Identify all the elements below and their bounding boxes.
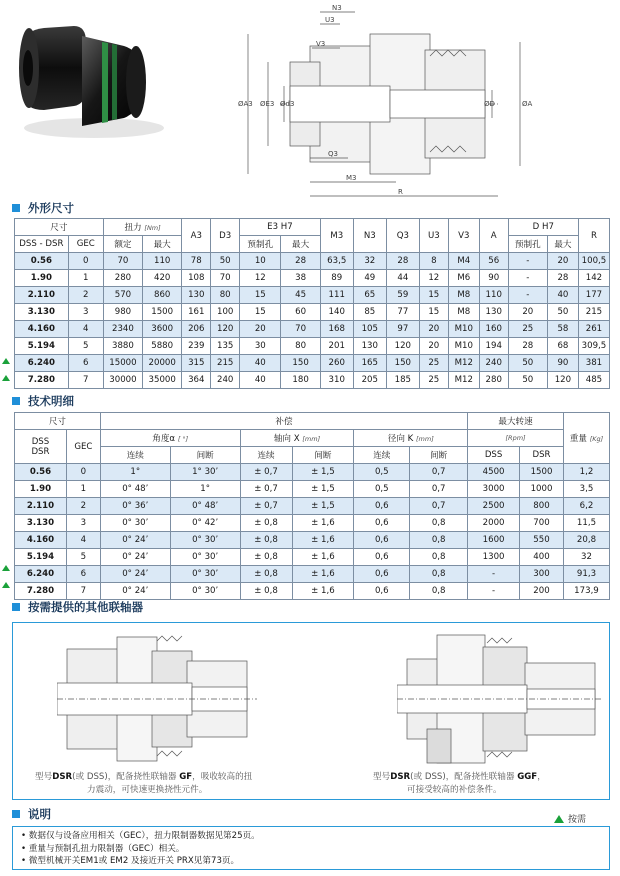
table-cell: 8 [419, 253, 448, 270]
label-u3: U3 [325, 16, 335, 24]
table-row [15, 270, 610, 287]
table-cell: 50 [547, 304, 578, 321]
table-cell: 3880 [103, 338, 142, 355]
table-cell: 142 [578, 270, 609, 287]
table-row [15, 532, 610, 549]
table-cell: 65 [353, 287, 386, 304]
table-cell: 5880 [143, 338, 182, 355]
table-cell: 0 [68, 253, 103, 270]
table-cell: 980 [103, 304, 142, 321]
table-cell: 1500 [520, 464, 564, 481]
table-cell: 860 [143, 287, 182, 304]
section-technical-title: 技术明细 [12, 393, 74, 409]
table-cell: M10 [448, 321, 479, 338]
model-cell: 3.130 [15, 304, 69, 321]
table-cell: 78 [182, 253, 211, 270]
table-cell: 58 [547, 321, 578, 338]
table-cell: ± 0,7 [240, 481, 292, 498]
table-cell: 240 [211, 372, 240, 389]
table-cell: 0° 30’ [170, 583, 240, 600]
label-e3: ØE3 [260, 100, 275, 108]
dimensions-body [15, 253, 610, 389]
table-cell: 185 [386, 372, 419, 389]
table-cell: 90 [547, 355, 578, 372]
table-cell: 120 [211, 321, 240, 338]
table-cell: 28 [547, 270, 578, 287]
model-cell: 7.280 [15, 583, 67, 600]
table-cell: 0,7 [410, 498, 468, 515]
table-cell: 20000 [143, 355, 182, 372]
table-row [15, 566, 610, 583]
table-row [15, 515, 610, 532]
ggf-caption: 型号DSR(或 DSS)，配备挠性联轴器 GGF， 可接受较高的补偿条件。 [373, 772, 546, 795]
table-cell: 0,8 [410, 515, 468, 532]
table-cell: 1° [170, 481, 240, 498]
table-cell: 1600 [468, 532, 520, 549]
table-cell: 105 [353, 321, 386, 338]
table-cell: 215 [578, 304, 609, 321]
table-cell: 3000 [468, 481, 520, 498]
table-cell: 280 [479, 372, 508, 389]
table-cell: 0,6 [354, 566, 410, 583]
table-cell: 1300 [468, 549, 520, 566]
table-cell: 420 [143, 270, 182, 287]
note-item: • 重量与预制孔扭力限制器（GEC）相关。 [21, 843, 185, 854]
table-cell: 30 [240, 338, 281, 355]
table-cell: 49 [353, 270, 386, 287]
table-cell: 180 [281, 372, 320, 389]
table-cell: 3,5 [563, 481, 609, 498]
table-row [15, 287, 610, 304]
table-cell: 215 [211, 355, 240, 372]
table-cell: 0,8 [410, 583, 468, 600]
on-demand-marker-icon [2, 375, 10, 381]
table-cell: 1 [68, 270, 103, 287]
table-cell: 800 [520, 498, 564, 515]
technical-body [15, 464, 610, 600]
section-dimensions-title: 外形尺寸 [12, 200, 74, 216]
table-cell: 20 [419, 338, 448, 355]
technical-header-row-1: 尺寸 补偿 最大转速 重量 [Kg] [15, 413, 610, 430]
table-cell: 32 [353, 253, 386, 270]
table-cell: 2500 [468, 498, 520, 515]
table-row [15, 583, 610, 600]
table-cell: ± 1,6 [292, 515, 354, 532]
table-cell: 3 [68, 304, 103, 321]
table-cell: 194 [479, 338, 508, 355]
table-cell: 130 [353, 338, 386, 355]
table-cell: 59 [386, 287, 419, 304]
table-cell: ± 0,8 [240, 583, 292, 600]
label-r: R [398, 188, 403, 196]
table-cell: 90 [479, 270, 508, 287]
table-cell: 1500 [143, 304, 182, 321]
table-cell: 700 [520, 515, 564, 532]
table-cell: 150 [386, 355, 419, 372]
table-cell: 0° 30’ [100, 515, 170, 532]
table-cell: 150 [281, 355, 320, 372]
table-cell: 240 [479, 355, 508, 372]
table-cell: 485 [578, 372, 609, 389]
table-cell: 0,6 [354, 583, 410, 600]
table-cell: 15000 [103, 355, 142, 372]
table-cell: 309,5 [578, 338, 609, 355]
section-marker-icon [12, 603, 20, 611]
section-marker-icon [12, 810, 20, 818]
table-cell: 0,6 [354, 498, 410, 515]
table-cell: 12 [240, 270, 281, 287]
table-cell: - [468, 566, 520, 583]
table-cell: 35000 [143, 372, 182, 389]
other-couplings-box [12, 622, 610, 800]
table-cell: 70 [211, 270, 240, 287]
table-cell: 4500 [468, 464, 520, 481]
model-cell: 6.240 [15, 566, 67, 583]
on-demand-legend: 按需 [554, 812, 586, 825]
gf-coupling-drawing [57, 631, 257, 766]
table-cell: ± 0,7 [240, 464, 292, 481]
table-cell: 63,5 [320, 253, 353, 270]
model-cell: 1.90 [15, 481, 67, 498]
table-cell: 45 [281, 287, 320, 304]
table-cell: 0,5 [354, 481, 410, 498]
label-d3: Ød3 [280, 100, 295, 108]
table-cell: 280 [103, 270, 142, 287]
table-cell: 5 [68, 338, 103, 355]
table-cell: 25 [419, 372, 448, 389]
table-cell: 110 [143, 253, 182, 270]
table-cell: 315 [182, 355, 211, 372]
table-cell: 0° 48’ [100, 481, 170, 498]
table-cell: ± 0,8 [240, 566, 292, 583]
label-a: ØA [522, 100, 533, 108]
table-cell: 206 [182, 321, 211, 338]
table-cell: 10 [240, 253, 281, 270]
table-cell: 97 [386, 321, 419, 338]
table-cell: 135 [211, 338, 240, 355]
table-cell: 100 [211, 304, 240, 321]
table-cell: 40 [547, 287, 578, 304]
on-demand-marker-icon [2, 565, 10, 571]
model-cell: 6.240 [15, 355, 69, 372]
model-cell: 0.56 [15, 464, 67, 481]
table-cell: 20 [508, 304, 547, 321]
section-notes-title: 说明 [12, 806, 51, 822]
table-cell: 1° 30’ [170, 464, 240, 481]
table-cell: 0° 24’ [100, 566, 170, 583]
table-row [15, 304, 610, 321]
model-cell: 7.280 [15, 372, 69, 389]
table-cell: 20 [547, 253, 578, 270]
table-cell: 0° 48’ [170, 498, 240, 515]
section-marker-icon [12, 397, 20, 405]
dimensions-table [14, 218, 610, 389]
table-cell: M4 [448, 253, 479, 270]
model-cell: 1.90 [15, 270, 69, 287]
table-row [15, 549, 610, 566]
table-cell: 0,8 [410, 566, 468, 583]
gf-caption: 型号DSR(或 DSS)，配备挠性联轴器 GF，吸收较高的扭 力震动，可快速更换挠性元件。 [35, 772, 253, 795]
table-cell: ± 0,8 [240, 515, 292, 532]
table-cell: 0° 24’ [100, 532, 170, 549]
table-cell: 1 [66, 481, 100, 498]
table-cell: M10 [448, 338, 479, 355]
table-cell: 0° 42’ [170, 515, 240, 532]
table-cell: 28 [508, 338, 547, 355]
table-cell: 4 [66, 532, 100, 549]
table-row [15, 338, 610, 355]
table-cell: 0,6 [354, 515, 410, 532]
table-cell: 7 [68, 372, 103, 389]
table-cell: 161 [182, 304, 211, 321]
table-cell: 130 [479, 304, 508, 321]
table-cell: 80 [281, 338, 320, 355]
table-cell: ± 1,5 [292, 498, 354, 515]
table-cell: 20,8 [563, 532, 609, 549]
table-cell: 310 [320, 372, 353, 389]
table-cell: 0,8 [410, 549, 468, 566]
table-cell: 91,3 [563, 566, 609, 583]
table-cell: 2 [66, 498, 100, 515]
table-cell: 15 [419, 304, 448, 321]
table-cell: M8 [448, 287, 479, 304]
table-cell: M6 [448, 270, 479, 287]
ggf-coupling-drawing [397, 629, 603, 769]
table-cell: ± 0,8 [240, 549, 292, 566]
table-cell: ± 0,7 [240, 498, 292, 515]
table-row [15, 321, 610, 338]
table-cell: 3600 [143, 321, 182, 338]
table-cell: 108 [182, 270, 211, 287]
table-cell: 100,5 [578, 253, 609, 270]
table-cell: 0,5 [354, 464, 410, 481]
on-demand-marker-icon [2, 358, 10, 364]
table-cell: 400 [520, 549, 564, 566]
table-cell: 25 [508, 321, 547, 338]
technical-table [14, 412, 610, 600]
table-cell: 3 [66, 515, 100, 532]
table-cell: 15 [419, 287, 448, 304]
table-row [15, 481, 610, 498]
table-cell: M8 [448, 304, 479, 321]
section-marker-icon [12, 204, 20, 212]
product-photo [4, 18, 174, 148]
table-cell: 80 [211, 287, 240, 304]
table-cell: 0° 36’ [100, 498, 170, 515]
table-row [15, 355, 610, 372]
table-cell: 261 [578, 321, 609, 338]
table-cell: - [508, 253, 547, 270]
table-cell: 160 [479, 321, 508, 338]
label-v3: V3 [316, 40, 326, 48]
table-cell: 68 [547, 338, 578, 355]
technical-header-row-2: DSS DSR GEC 角度α [ °] 轴向 X [mm] 径向 K [mm] [Rpm] [15, 430, 610, 447]
table-cell: 140 [320, 304, 353, 321]
table-cell: 0 [66, 464, 100, 481]
table-cell: 70 [103, 253, 142, 270]
table-cell: 0° 30’ [170, 532, 240, 549]
table-cell: 89 [320, 270, 353, 287]
table-cell: 70 [281, 321, 320, 338]
table-cell: 15 [240, 287, 281, 304]
table-cell: 15 [240, 304, 281, 321]
table-cell: 0,6 [354, 532, 410, 549]
table-cell: 364 [182, 372, 211, 389]
model-cell: 2.110 [15, 498, 67, 515]
table-cell: ± 1,6 [292, 549, 354, 566]
table-cell: 173,9 [563, 583, 609, 600]
table-cell: 38 [281, 270, 320, 287]
table-cell: 111 [320, 287, 353, 304]
table-cell: 28 [386, 253, 419, 270]
table-cell: 50 [508, 355, 547, 372]
on-demand-marker-icon [2, 582, 10, 588]
table-cell: ± 1,6 [292, 566, 354, 583]
coupling-drawing [220, 2, 560, 202]
table-cell: 28 [281, 253, 320, 270]
table-cell: 85 [353, 304, 386, 321]
table-cell: 5 [66, 549, 100, 566]
table-cell: 239 [182, 338, 211, 355]
table-cell: 168 [320, 321, 353, 338]
model-cell: 4.160 [15, 532, 67, 549]
label-q3: Q3 [328, 150, 338, 158]
table-cell: 25 [419, 355, 448, 372]
table-cell: 6,2 [563, 498, 609, 515]
table-cell: 30000 [103, 372, 142, 389]
table-cell: 1° [100, 464, 170, 481]
table-cell: 60 [281, 304, 320, 321]
on-demand-triangle-icon [554, 815, 564, 823]
label-m3: M3 [346, 174, 357, 182]
label-n3: N3 [332, 4, 342, 12]
table-cell: - [508, 287, 547, 304]
table-cell: 0,8 [410, 532, 468, 549]
table-cell: ± 1,6 [292, 583, 354, 600]
note-item: • 数据仅与设备应用相关（GEC），扭力限制器数据见第25页。 [21, 831, 260, 841]
table-row [15, 498, 610, 515]
table-cell: ± 1,5 [292, 464, 354, 481]
table-cell: 120 [547, 372, 578, 389]
table-cell: M12 [448, 355, 479, 372]
table-cell: 50 [211, 253, 240, 270]
table-cell: 0° 24’ [100, 549, 170, 566]
table-cell: 7 [66, 583, 100, 600]
technical-header-row-3: 连续 间断 连续 间断 连续 间断 DSS DSR [15, 447, 610, 464]
note-item: • 微型机械开关EM1或 EM2 及接近开关 PRX见第73页。 [21, 856, 240, 866]
label-a3: ØA3 [238, 100, 253, 108]
table-cell: 56 [479, 253, 508, 270]
table-cell: 12 [419, 270, 448, 287]
table-cell: 40 [240, 355, 281, 372]
table-row [15, 253, 610, 270]
table-cell: 32 [563, 549, 609, 566]
table-cell: 120 [386, 338, 419, 355]
table-cell: 0,7 [410, 464, 468, 481]
dimensions-header-row-1: 尺寸 扭力 [Nm] A3 D3 E3 H7 M3 N3 Q3 U3 V3 A D H7 R [15, 219, 610, 236]
table-cell: ± 0,8 [240, 532, 292, 549]
table-cell: 200 [520, 583, 564, 600]
table-cell: 300 [520, 566, 564, 583]
dimensions-header-row-2: DSS - DSR GEC 额定 最大 预制孔 最大 预制孔 最大 [15, 236, 610, 253]
table-cell: 110 [479, 287, 508, 304]
table-cell: ± 1,6 [292, 532, 354, 549]
table-cell: M12 [448, 372, 479, 389]
table-cell: 0,7 [410, 481, 468, 498]
model-cell: 5.194 [15, 549, 67, 566]
table-cell: 50 [508, 372, 547, 389]
table-cell: 165 [353, 355, 386, 372]
table-cell: ± 1,5 [292, 481, 354, 498]
model-cell: 2.110 [15, 287, 69, 304]
table-cell: 381 [578, 355, 609, 372]
table-cell: 6 [66, 566, 100, 583]
model-cell: 4.160 [15, 321, 69, 338]
table-cell: - [508, 270, 547, 287]
table-cell: 0° 30’ [170, 566, 240, 583]
model-cell: 0.56 [15, 253, 69, 270]
table-cell: 260 [320, 355, 353, 372]
table-cell: 0,6 [354, 549, 410, 566]
table-cell: 130 [182, 287, 211, 304]
table-cell: 44 [386, 270, 419, 287]
table-cell: 2 [68, 287, 103, 304]
table-cell: 0° 24’ [100, 583, 170, 600]
table-cell: 2000 [468, 515, 520, 532]
table-cell: 1000 [520, 481, 564, 498]
table-cell: 2340 [103, 321, 142, 338]
table-row [15, 464, 610, 481]
table-cell: 570 [103, 287, 142, 304]
model-cell: 3.130 [15, 515, 67, 532]
table-cell: 0° 30’ [170, 549, 240, 566]
section-other-couplings-title: 按需提供的其他联轴器 [12, 599, 143, 615]
table-cell: 4 [68, 321, 103, 338]
table-cell: 40 [240, 372, 281, 389]
notes-box [12, 826, 610, 870]
hero [0, 0, 620, 200]
table-cell: 20 [419, 321, 448, 338]
table-row [15, 372, 610, 389]
label-d: ØD [484, 100, 495, 108]
table-cell: 6 [68, 355, 103, 372]
table-cell: 77 [386, 304, 419, 321]
table-cell: - [468, 583, 520, 600]
table-cell: 20 [240, 321, 281, 338]
table-cell: 201 [320, 338, 353, 355]
table-cell: 550 [520, 532, 564, 549]
table-cell: 11,5 [563, 515, 609, 532]
table-cell: 177 [578, 287, 609, 304]
model-cell: 5.194 [15, 338, 69, 355]
table-cell: 1,2 [563, 464, 609, 481]
table-cell: 205 [353, 372, 386, 389]
